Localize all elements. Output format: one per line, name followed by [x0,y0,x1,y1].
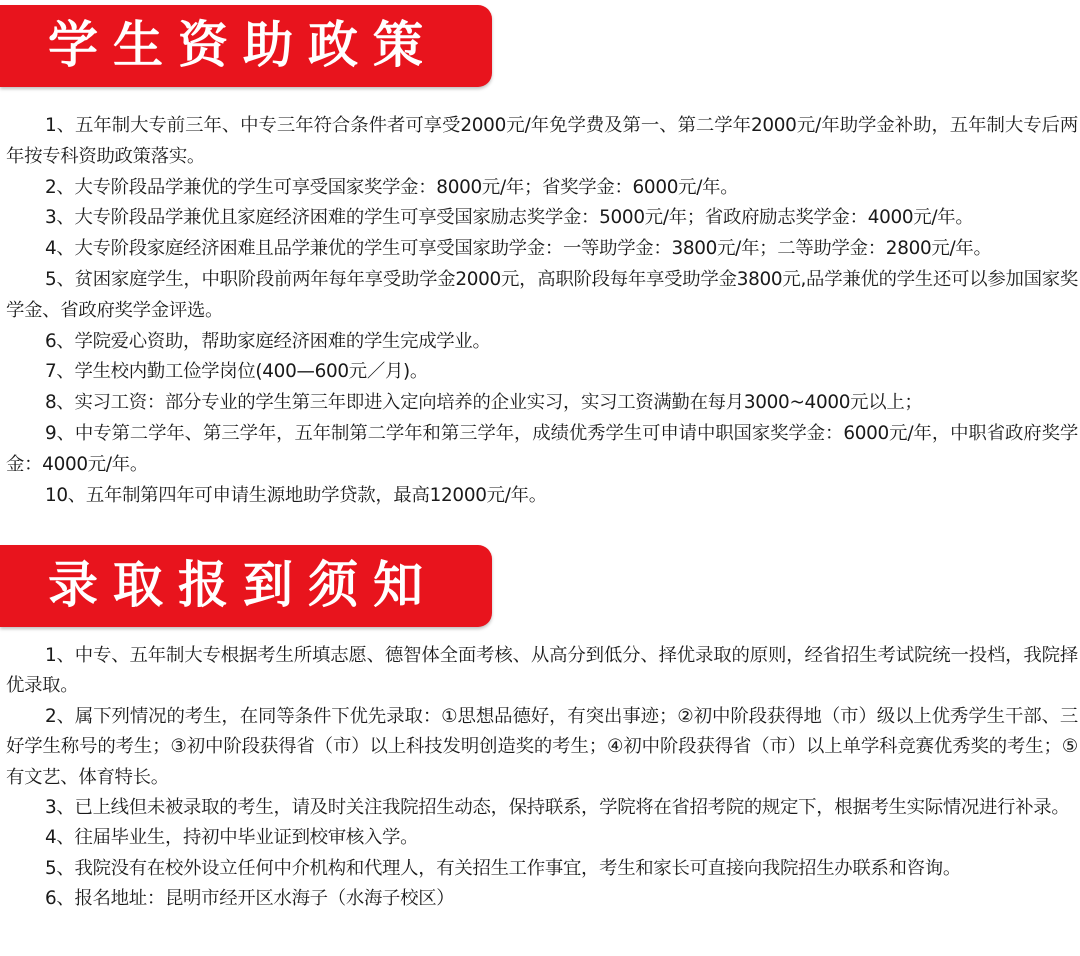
section-banner-financial-aid [0,5,492,87]
list-item: 1、中专、五年制大专根据考生所填志愿、德智体全面考核、从高分到低分、择优录取的原则，经省招生考试院统一投档，我院择优录取。 [6,645,1078,697]
list-item: 3、已上线但未被录取的考生，请及时关注我院招生动态，保持联系，学院将在省招考院的规定下，根据考生实际情况进行补录。 [45,797,1070,819]
list-item: 1、五年制大专前三年、中专三年符合条件者可享受2000元/年免学费及第一、第二学年2000元/年助学金补助，五年制大专后两年按专科资助政策落实。 [6,115,1078,167]
list-item: 3、大专阶段品学兼优且家庭经济困难的学生可享受国家励志奖学金：5000元/年；省政府励志奖学金：4000元/年。 [45,207,974,229]
section-banner-admission-notice [0,545,492,627]
list-item: 9、中专第二学年、第三学年，五年制第二学年和第三学年，成绩优秀学生可申请中职国家奖学金：6000元/年，中职省政府奖学金：4000元/年。 [6,422,1078,475]
financial-aid-list [6,111,1078,511]
list-item: 5、贫困家庭学生，中职阶段前两年每年享受助学金2000元，高职阶段每年享受助学金3800元,品学兼优的学生还可以参加国家奖学金、省政府奖学金评选。 [6,268,1078,321]
list-item: 7、学生校内勤工俭学岗位(400—600元／月)。 [45,361,429,383]
section-title-admission-notice: 录取报到须知 [48,555,438,614]
list-item: 4、大专阶段家庭经济困难且品学兼优的学生可享受国家助学金：一等助学金：3800元/年；二等助学金：2800元/年。 [45,238,992,260]
list-item: 6、报名地址：昆明市经开区水海子（水海子校区） [45,888,455,910]
list-item: 10、五年制第四年可申请生源地助学贷款，最高12000元/年。 [45,484,547,506]
list-item: 6、学院爱心资助，帮助家庭经济困难的学生完成学业。 [45,330,491,352]
list-item: 5、我院没有在校外设立任何中介机构和代理人，有关招生工作事宜，考生和家长可直接向我院招生办联系和咨询。 [45,857,961,879]
list-item: 4、往届毕业生，持初中毕业证到校审核入学。 [45,827,419,849]
list-item: 2、属下列情况的考生，在同等条件下优先录取：①思想品德好，有突出事迹；②初中阶段获得地（市）级以上优秀学生干部、三好学生称号的考生；③初中阶段获得省（市）以上科技发明创造奖的考生；④初中阶段获得省（市）以上单学科竞赛优秀奖的考生；⑤有文艺、体育特长。 [6,705,1078,788]
list-item: 8、实习工资：部分专业的学生第三年即进入定向培养的企业实习，实习工资满勤在每月3000~4000元以上； [45,392,923,414]
section-title-financial-aid: 学生资助政策 [48,15,438,74]
admission-notice-list [6,641,1078,915]
list-item: 2、大专阶段品学兼优的学生可享受国家奖学金：8000元/年；省奖学金：6000元/年。 [45,176,739,198]
